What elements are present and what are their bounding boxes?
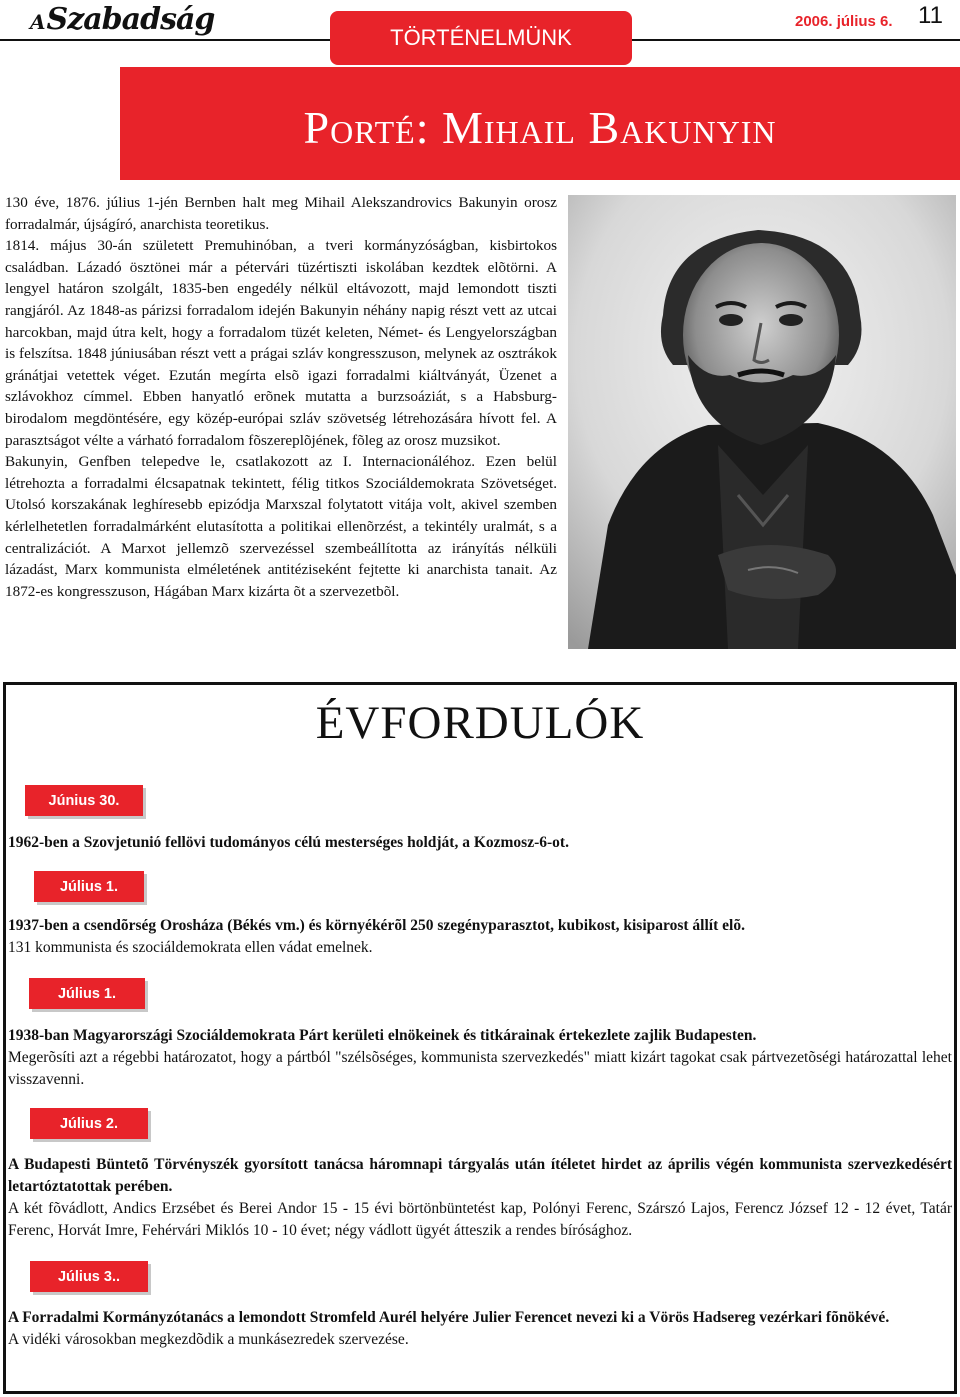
page-number: 11 (918, 2, 943, 29)
anniversary-entry (8, 915, 952, 959)
date-tag: Július 2. (30, 1108, 148, 1139)
entry-headline: 1937-ben a csendõrség Orosháza (Békés vm.) és környékérõl 250 szegényparasztot, kubikost, kisiparost állít elõ. (8, 917, 745, 934)
date-tag: Július 1. (29, 978, 145, 1009)
date-tag: Június 30. (25, 785, 143, 816)
anniversaries-title: ÉVFORDULÓK (315, 697, 645, 749)
entry-text: A vidéki városokban megkezdõdik a munkásezredek szervezése. (8, 1331, 409, 1348)
masthead-logo: ASzabadság (30, 2, 215, 37)
anniversary-entry (8, 1307, 952, 1351)
entry-text: Megerõsíti azt a régebbi határozatot, hogy a pártból "szélsõséges, kommunista szervezkedés" miatt kizárt tagokat csak pártvezetõségi határozattal lehet visszavenni. (8, 1049, 952, 1088)
article-paragraph: 130 éve, 1876. július 1-jén Bernben halt meg Mihail Alekszandrovics Bakunyin orosz forradalmár, újságíró, anarchista teoretikus. (5, 194, 557, 233)
entry-text: 131 kommunista és szociáldemokrata ellen vádat emelnek. (8, 939, 373, 956)
section-label: TÖRTÉNELMÜNK (330, 11, 632, 65)
entry-headline: A Forradalmi Kormányzótanács a lemondott Stromfeld Aurél helyére Julier Ferencet nevezi ki a Vörös Hadsereg vezérkari fõnökévé. (8, 1309, 890, 1326)
anniversary-entry (8, 1154, 952, 1242)
entry-headline: A Budapesti Büntetõ Törvényszék gyorsított tanácsa háromnapi tárgyalás után ítéletet hirdet az április végén kommunista szervezkedésért letartóztatottak perében. (8, 1156, 952, 1195)
issue-date: 2006. július 6. (795, 13, 893, 30)
entry-text: A két fõvádlott, Andics Erzsébet és Berei Andor 15 - 15 évi börtönbüntetést kap, Polónyi Ferenc, Szárszó Lajos, Ferencz József 12 - 12 évet, Tatár Ferenc, Horvát Imre, Fehérvári Miklós 10 - 10 évet; négy vádlott ügyét átteszik a rendes bírósághoz. (8, 1200, 952, 1239)
entry-headline: 1938-ban Magyarországi Szociáldemokrata Párt kerületi elnökeinek és titkárainak értekezlete zajlik Budapesten. (8, 1027, 757, 1044)
entry-headline: 1962-ben a Szovjetunió fellövi tudományos célú mesterséges holdját, a Kozmosz-6-ot. (8, 834, 569, 851)
article-paragraph: 1814. május 30-án született Premuhinóban, a tveri kormányzóságban, kisbirtokos családban. Lázadó ösztönei már a pétervári tüzértiszti iskolában kezdtek elõtörni. A lengyel határon szolgált, 1835-ben engedély nélkül eltávozott, majd lemondott tiszti rangjáról. Az 1848-as párizsi forradalom idején Bakunyin néhány napig részt vett az utcai harcokban, majd útra kelt, hogy a forradalom tüzét keleten, Német- és Lengyelországban is felszítsa. 1848 júniusában részt vett a prágai szláv kongresszuson, melynek az osztrákok gránátjai vetettek véget. Ezután megírta elsõ igazi forradalmi kiáltványát, Üzenet a szlávokhoz címmel. Ebben hanyatló erõnek mutatta a burzsoáziát, s a Habsburg-birodalom megdöntésére, egy közép-európai szláv szövetség létrehozására hívott fel. A parasztságot vélte a várható forradalom fõszereplõjének, fõleg az orosz muzsikot. (5, 237, 557, 449)
anniversary-entry (8, 832, 952, 854)
article-title: Porté: Mihail Bakunyin (303, 102, 777, 153)
date-tag: Július 1. (34, 871, 144, 902)
portrait-photo (568, 195, 956, 649)
article-paragraph: Bakunyin, Genfben telepedve le, csatlakozott az I. Internacionáléhoz. Ezen belül létrehozta a forradalmi élcsapatnak tekintett, félig titkos Szociáldemokrata Szövetséget. Utolsó korszakának leghíresebb epizódja Marxszal folytatott vitája volt, akivel szemben kérlelhetetlen forradalmárként elutasította a politikai ellenõrzést, a tekintély uralmát, s a centralizációt. A Marxot jellemzõ szervezéssel szembeállította az irányítás nélküli lázadást, Marx kommunista elméletének antitéziseként fejtette ki anarchista tanait. Az 1872-es kongresszuson, Hágában Marx kizárta õt a szervezetbõl. (5, 453, 557, 600)
title-banner (120, 67, 960, 180)
article-body (5, 192, 557, 602)
date-tag: Július 3.. (30, 1261, 148, 1292)
anniversary-entry (8, 1025, 952, 1091)
